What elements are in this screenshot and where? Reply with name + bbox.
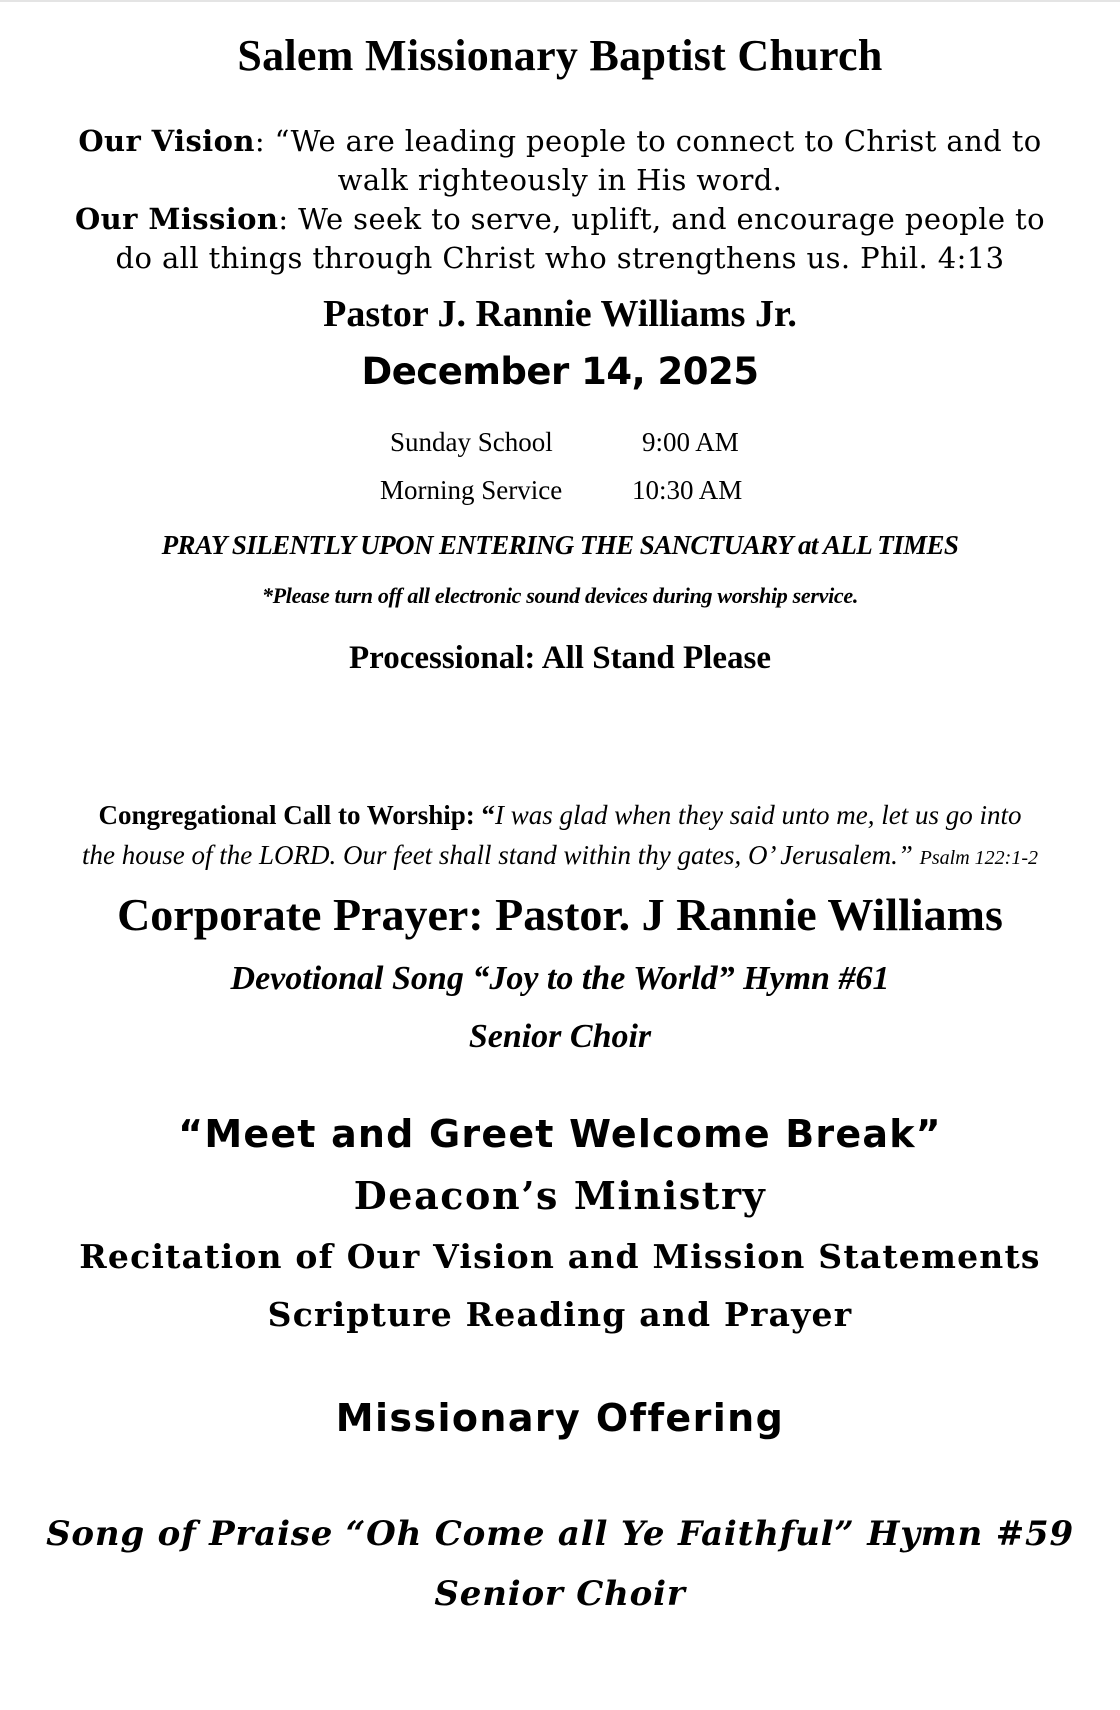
- pray-notice: PRAY SILENTLY UPON ENTERING THE SANCTUARY at ALL TIMES: [161, 530, 959, 560]
- schedule-time-sunday-school: 9:00 AM: [642, 427, 739, 457]
- meet-and-greet-heading: “Meet and Greet Welcome Break”: [178, 1112, 942, 1156]
- processional: Processional: All Stand Please: [349, 640, 771, 676]
- mission-line-1: [0, 202, 1120, 236]
- mission-text-1: : We seek to serve, uplift, and encourage people to: [278, 202, 1045, 236]
- mission-line-2: do all things through Christ who strengthens us. Phil. 4:13: [115, 241, 1005, 275]
- devotional-song: Devotional Song “Joy to the World” Hymn #61: [230, 960, 890, 997]
- praise-choir: Senior Choir: [434, 1574, 686, 1614]
- recitation: Recitation of Our Vision and Mission Statements: [79, 1237, 1041, 1276]
- pastor-name: Pastor J. Rannie Williams Jr.: [323, 293, 797, 335]
- vision-line-2: walk righteously in His word.: [337, 163, 783, 197]
- church-name: Salem Missionary Baptist Church: [237, 31, 883, 80]
- mission-label: Our Mission: [75, 202, 279, 236]
- schedule-label-sunday-school: Sunday School: [390, 427, 553, 457]
- top-border: [0, 0, 1120, 2]
- call-to-worship-line-1: [0, 800, 1120, 831]
- scripture-reference: Psalm 122:1-2: [919, 847, 1038, 869]
- song-of-praise: Song of Praise “Oh Come all Ye Faithful” Hymn #59: [46, 1514, 1074, 1554]
- schedule-label-morning-service: Morning Service: [380, 475, 563, 505]
- vision-label: Our Vision: [78, 124, 255, 158]
- deacons-ministry: Deacon’s Ministry: [353, 1173, 767, 1218]
- scripture-reading: Scripture Reading and Prayer: [267, 1295, 853, 1334]
- schedule-time-morning-service: 10:30 AM: [632, 475, 743, 505]
- vision-text-1: : “We are leading people to connect to Christ and to: [254, 124, 1042, 158]
- service-date: December 14, 2025: [361, 350, 759, 393]
- corporate-prayer: Corporate Prayer: Pastor. J Rannie Williams: [117, 889, 1003, 940]
- vision-line-1: [0, 124, 1120, 158]
- devotional-choir: Senior Choir: [468, 1018, 652, 1055]
- call-to-worship-text-2: the house of the LORD. Our feet shall stand within thy gates, O’ Jerusalem.”: [81, 840, 913, 870]
- missionary-offering-heading: Missionary Offering: [335, 1396, 785, 1440]
- call-to-worship-label: Congregational Call to Worship: “: [98, 800, 496, 830]
- call-to-worship-text-1: I was glad when they said unto me, let us go into: [495, 800, 1022, 830]
- call-to-worship-line-2: [0, 840, 1120, 871]
- devices-notice: *Please turn off all electronic sound devices during worship service.: [261, 583, 859, 608]
